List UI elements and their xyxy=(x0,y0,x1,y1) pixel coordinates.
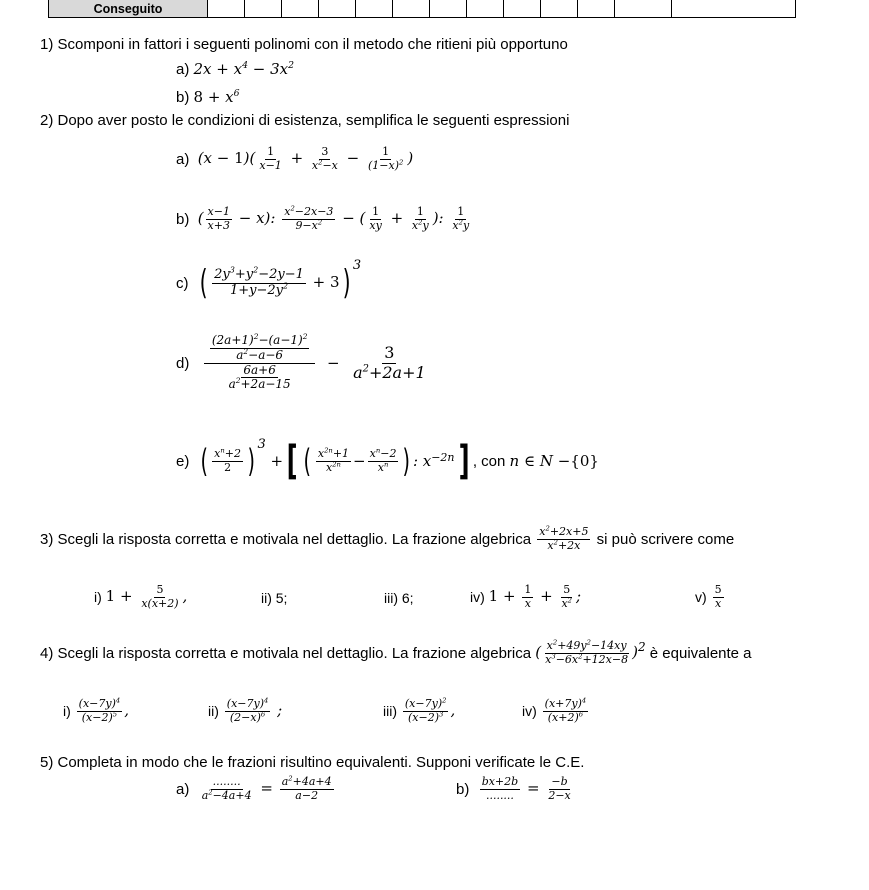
header-cell xyxy=(319,0,356,18)
option-label: iv) xyxy=(522,703,537,720)
header-cell xyxy=(356,0,393,18)
q3-option-v[interactable]: v) $\frac{5}{x}$ xyxy=(695,583,722,610)
item-label: b) xyxy=(456,780,470,798)
q3-option-ii[interactable]: ii) 5; xyxy=(261,590,288,606)
q2-item-a xyxy=(176,146,413,172)
q2-item-e xyxy=(176,438,599,484)
q4-option-iv[interactable]: iv) $\frac{(x+7y)^4}{(x+2)^6}$ xyxy=(522,696,587,724)
header-cell xyxy=(208,0,245,18)
q2-b-expression: ( $\frac{x-1}{x+3}$ − x): $\frac{x^2-2x-3}{9-x^2}$ − ( $\frac{1}{xy}$ + $\frac{1}{x^2y}$ ): $\frac{1}{x^2y}$ xyxy=(197,204,470,232)
question-2-text: 2) Dopo aver posto le condizioni di esistenza, semplifica le seguenti espressioni xyxy=(40,112,570,129)
header-cell xyxy=(504,0,541,18)
question-3-tail: si può scrivere come xyxy=(596,530,735,548)
item-label: a) xyxy=(176,780,190,798)
option-label: i) xyxy=(94,589,102,606)
q5-b-expression: $\frac{bx+2b}{........}$ = $\frac{-b}{2-x}$ xyxy=(481,775,571,802)
question-3 xyxy=(40,526,734,552)
q2-item-c xyxy=(176,258,362,303)
header-cell xyxy=(430,0,467,18)
option-label: iii) xyxy=(383,703,397,720)
item-label: b) xyxy=(176,88,190,106)
question-1-text: 1) Scomponi in fattori i seguenti polinomi con il metodo che ritieni più opportuno xyxy=(40,36,568,53)
q4-fraction: ( $\frac{x^2+49y^2-14xy}{x^3-6x^2+12x-8}$ )$^2$ xyxy=(535,638,646,666)
header-cell xyxy=(578,0,615,18)
question-4-text: 4) Scegli la risposta corretta e motivala nel dettaglio. La frazione algebrica xyxy=(40,644,532,662)
blank-field[interactable]: ........ xyxy=(212,775,241,788)
q1-a-expression: $2x + x^4 - 3x^2$ xyxy=(193,60,295,78)
q2-c-expression: ( $\frac{2y^3+y^2-2y-1}{1+y-2y^2}$ + 3) $^3$ xyxy=(199,258,362,303)
header-cell xyxy=(393,0,430,18)
item-label: b) xyxy=(176,210,190,228)
q5-a-expression: $\frac{........}{a^2-4a+4}$ = $\frac{a^2+4a+4}{a-2}$ xyxy=(201,774,332,802)
item-label: a) xyxy=(176,150,190,168)
item-label: a) xyxy=(176,60,190,78)
header-cell xyxy=(672,0,796,18)
q5-item-b xyxy=(456,776,575,802)
question-5-text: 5) Completa in modo che le frazioni risultino equivalenti. Supponi verificate le C.E. xyxy=(40,754,585,771)
item-label: d) xyxy=(176,354,190,372)
q2-a-expression: (x − 1)( $\frac{1}{x-1}$ + $\frac{3}{x^2-x}$ − $\frac{1}{(1-x)^2}$ ) xyxy=(197,145,414,172)
q1-item-b xyxy=(176,88,240,106)
q2-d-expression: $\frac{\frac{(2a+1)^2-(a-1)^2}{a^2-a-6}}{\frac{6a+6}{a^2+2a-15}}$ − $\frac{3}{a^2+2a+1}$ xyxy=(202,334,430,392)
option-label: ii) xyxy=(208,703,219,720)
q2-e-expression: ( $\frac{x^n+2}{2}$ ) $^3$ + [ ( $\frac{x^{2n}+1}{x^{2n}}$ − $\frac{x^n-2}{x^n}$ ) : x $^{-2n}$ ] , con n ∈ N − {0} xyxy=(200,437,599,484)
option-label: v) xyxy=(695,589,707,606)
q3-option-i[interactable]: i) 1 + $\frac{5}{x(x+2)}$ , xyxy=(94,583,188,610)
option-label: iv) xyxy=(470,589,485,606)
question-4 xyxy=(40,640,752,666)
header-cell xyxy=(282,0,319,18)
q1-item-a xyxy=(176,60,294,78)
q3-fraction: $\frac{x^2+2x+5}{x^2+2x}$ xyxy=(539,524,589,552)
q4-option-ii[interactable]: ii) $\frac{(x-7y)^4}{(2-x)^6}$ ; xyxy=(208,696,283,724)
q2-item-b xyxy=(176,206,473,232)
option-label: i) xyxy=(63,703,71,720)
blank-field[interactable]: ........ xyxy=(485,788,514,802)
header-label: Conseguito xyxy=(49,0,208,18)
q3-option-iv[interactable]: iv) 1 + $\frac{1}{x}$ + $\frac{5}{x^2}$ ; xyxy=(470,583,582,610)
header-cell xyxy=(615,0,672,18)
question-4-tail: è equivalente a xyxy=(649,644,752,662)
header-cell xyxy=(245,0,282,18)
header-cell xyxy=(541,0,578,18)
q4-option-iii[interactable]: iii) $\frac{(x-7y)^2}{(x-2)^3}$ , xyxy=(383,696,456,724)
item-label: c) xyxy=(176,274,189,292)
item-label: e) xyxy=(176,452,190,470)
q4-option-i[interactable]: i) $\frac{(x-7y)^4}{(x-2)^5}$ , xyxy=(63,696,130,724)
question-3-text: 3) Scegli la risposta corretta e motivala nel dettaglio. La frazione algebrica xyxy=(40,530,532,548)
q5-item-a xyxy=(176,776,336,802)
header-table xyxy=(48,0,796,18)
q3-option-iii[interactable]: iii) 6; xyxy=(384,590,414,606)
header-cell xyxy=(467,0,504,18)
e-tail-text: con xyxy=(481,452,506,470)
q2-item-d xyxy=(176,334,430,392)
q1-b-expression: $8 + x^6$ xyxy=(193,88,240,106)
